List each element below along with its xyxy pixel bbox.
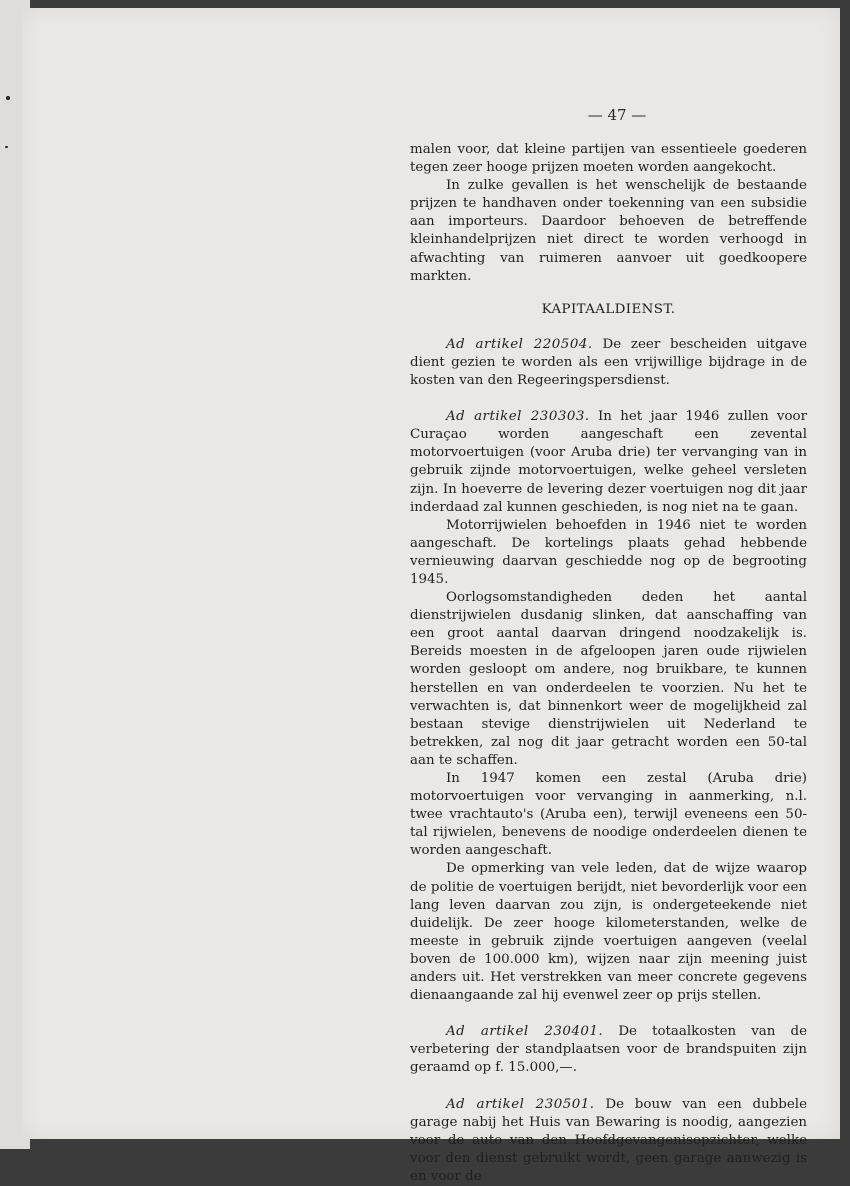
scan-speck (6, 96, 10, 100)
section-heading: KAPITAALDIENST. (541, 301, 676, 317)
article-paragraph (410, 336, 807, 390)
article-label: Ad artikel 220504. (446, 336, 593, 352)
paragraph: In zulke gevallen is het wenschelijk de bestaande prijzen te handhaven onder toekenning van een subsidie aan importeurs. Daardoor behoeven de betreffende kleinhandelprijzen niet direct te worden verhoogd in afwachting van ruimeren aanvoer uit goedkoopere markten. (410, 178, 807, 284)
scan-speck (5, 146, 8, 148)
paragraph: In 1947 komen een zestal (Aruba drie) motorvoertuigen voor vervanging in aanmerking, n.l. twee vrachtauto's (Aruba een), terwijl eveneens een 50-tal rijwielen, benevens de noodige onderdeelen dienen te worden aangeschaft. (410, 771, 807, 859)
paragraph: Oorlogsomstandigheden deden het aantal dienstrijwielen dusdanig slinken, dat aanschaffing van een groot aantal daarvan dringend noodzakelijk is. Bereids moesten in de afgeloopen jaren oude rijwielen worden gesloopt om andere, nog bruikbare, te kunnen herstellen en van onderdeelen te voorzien. Nu het te verwachten is, dat binnenkort weer de mogelijkheid zal bestaan stevige dienstrijwielen uit Nederland te betrekken, zal nog dit jaar getracht worden een 50-tal aan te schaffen. (410, 590, 807, 768)
article-paragraph (410, 408, 807, 517)
paragraph: De opmerking van vele leden, dat de wijze waarop de politie de voertuigen berijdt, niet bevorderlijk voor een lang leven daarvan zou zijn, is ondergeteekende niet duidelijk. De zeer hooge kilometerstanden, welke de meeste in gebruik zijnde voertuigen aangeven (veelal boven de 100.000 km), wijzen naar zijn meening juist anders uit. Het verstrekken van meer concrete gegevens dienaangaande zal hij evenwel zeer op prijs stellen. (410, 861, 807, 1004)
article-text: De totaalkosten van de verbetering der standplaatsen voor de brandspuiten zijn geraamd op f. 15.000,—. (410, 1024, 808, 1076)
article-text: De bouw van een dubbele garage nabij het Huis van Bewaring is noodig, aangezien voor de auto van den Hoofdgevangenisopzichter, welke voor den dienst gebruikt wordt, geen garage aanwezig is en voor de (410, 1096, 807, 1184)
article-label: Ad artikel 230303. (446, 409, 590, 425)
paragraph: Motorrijwielen behoefden in 1946 niet te worden aangeschaft. De kortelings plaats gehad hebbende vernieuwing daarvan geschiedde nog op de begrooting 1945. (410, 517, 807, 587)
article-text: De zeer bescheiden uitgave dient gezien te worden als een vrijwillige bijdrage in de kosten van den Regeeringspersdienst. (410, 336, 808, 389)
article-text: In het jaar 1946 zullen voor Curaçao worden aangeschaft een zevental motorvoertuigen (voor Aruba drie) ter vervanging van in gebruik zijnde motorvoertuigen, welke geheel versleten zijn. In hoeverre de levering dezer voertuigen nog dit jaar inderdaad zal kunnen geschieden, is nog niet na te gaan. (410, 409, 807, 515)
article-paragraph (410, 1096, 807, 1186)
document-page (22, 8, 840, 1184)
article-label: Ad artikel 230401. (446, 1024, 604, 1040)
page-number: — 47 — (587, 106, 647, 124)
paragraph: malen voor, dat kleine partijen van essentieele goederen tegen zeer hooge prijzen moeten worden aangekocht. (410, 142, 807, 176)
article-paragraph (410, 1023, 807, 1077)
body-text (410, 141, 807, 1186)
article-label: Ad artikel 230501. (446, 1096, 595, 1112)
